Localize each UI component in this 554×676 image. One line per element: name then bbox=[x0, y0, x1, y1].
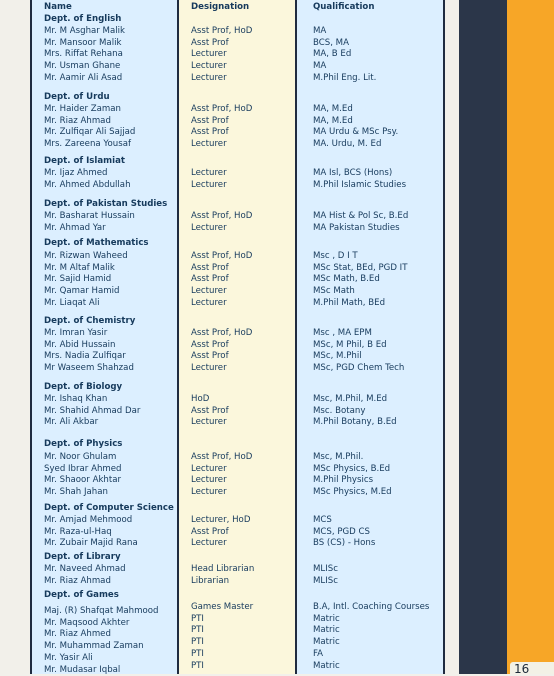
staff-name: Mr. Sajid Hamid bbox=[44, 274, 112, 285]
staff-name: Mr. Riaz Ahmad bbox=[44, 575, 111, 586]
staff-designation: Lecturer bbox=[191, 475, 227, 486]
staff-name: Mr. Aamir Ali Asad bbox=[44, 72, 123, 83]
staff-designation: PTI bbox=[191, 625, 204, 636]
staff-name: Mr. Yasir Ali bbox=[44, 652, 93, 663]
staff-qualification: MA Hist & Pol Sc, B.Ed bbox=[313, 211, 409, 221]
staff-name: Mr. Noor Ghulam bbox=[44, 452, 117, 462]
staff-qualification: M.Phil Islamic Studies bbox=[313, 179, 407, 190]
staff-designation: Asst Prof bbox=[191, 351, 229, 362]
staff-designation: Lecturer bbox=[191, 417, 227, 428]
staff-name: Mr. Liaqat Ali bbox=[44, 297, 100, 308]
header-designation: Designation bbox=[191, 2, 250, 12]
staff-designation: Asst Prof bbox=[191, 262, 229, 273]
staff-qualification: M.Phil Physics bbox=[313, 475, 374, 486]
staff-designation: Lecturer bbox=[191, 487, 227, 498]
staff-designation: Asst Prof bbox=[191, 127, 229, 138]
staff-designation: Lecturer bbox=[191, 222, 227, 233]
staff-name: Mr. Usman Ghane bbox=[44, 61, 121, 72]
staff-name: Mr. Ahmad Yar bbox=[44, 222, 106, 233]
staff-name: Mr. M Altaf Malik bbox=[44, 262, 115, 273]
staff-designation: Lecturer bbox=[191, 179, 227, 190]
staff-name: Mr. M Asghar Malik bbox=[44, 26, 125, 36]
department-title: Dept. of Biology bbox=[44, 382, 123, 392]
staff-name: Mrs. Nadia Zulfiqar bbox=[44, 351, 126, 362]
staff-qualification: Msc , MA EPM bbox=[313, 328, 372, 338]
staff-name: Mr. Ijaz Ahmed bbox=[44, 168, 108, 178]
staff-qualification: Msc. Botany bbox=[313, 405, 366, 416]
staff-designation: Lecturer bbox=[191, 297, 227, 308]
staff-designation: HoD bbox=[191, 394, 210, 404]
staff-designation: Librarian bbox=[191, 575, 230, 586]
staff-name: Mr. Naveed Ahmad bbox=[44, 564, 126, 574]
staff-qualification: MSc Math bbox=[313, 286, 355, 297]
staff-designation: Asst Prof, HoD bbox=[191, 26, 253, 36]
staff-qualification: MA. Urdu, M. Ed bbox=[313, 139, 382, 150]
staff-name: Mr. Muhammad Zaman bbox=[44, 641, 144, 652]
department-title: Dept. of Islamiat bbox=[44, 156, 125, 166]
navy-side-band bbox=[459, 0, 507, 674]
staff-qualification: Matric bbox=[313, 613, 340, 624]
staff-designation: Asst Prof bbox=[191, 274, 229, 285]
staff-name: Mr. Imran Yasir bbox=[44, 328, 108, 338]
department-title: Dept. of Mathematics bbox=[44, 238, 149, 248]
staff-qualification: MA Urdu & MSc Psy. bbox=[313, 127, 399, 138]
staff-qualification: MLISc bbox=[313, 575, 338, 586]
staff-qualification: MA bbox=[313, 61, 327, 72]
staff-designation: Lecturer bbox=[191, 538, 227, 549]
staff-name: Mr. Haider Zaman bbox=[44, 104, 121, 114]
staff-qualification: MCS bbox=[313, 515, 332, 525]
staff-name: Mr. Ishaq Khan bbox=[44, 394, 108, 404]
staff-designation: Lecturer, HoD bbox=[191, 515, 251, 525]
orange-side-band bbox=[507, 0, 554, 674]
staff-name: Mrs. Zareena Yousaf bbox=[44, 139, 131, 150]
staff-designation: Lecturer bbox=[191, 139, 227, 150]
staff-qualification: MSc, PGD Chem Tech bbox=[313, 363, 405, 374]
staff-designation: Lecturer bbox=[191, 463, 227, 474]
staff-qualification: BS (CS) - Hons bbox=[313, 538, 376, 549]
staff-name: Mr. Riaz Ahmed bbox=[44, 629, 111, 640]
staff-designation: Lecturer bbox=[191, 61, 227, 72]
staff-name: Mr. Amjad Mehmood bbox=[44, 515, 133, 525]
staff-name: Mr. Basharat Hussain bbox=[44, 211, 135, 221]
staff-qualification: Msc , D I T bbox=[313, 251, 358, 261]
staff-qualification: MA bbox=[313, 26, 327, 36]
staff-designation: PTI bbox=[191, 637, 204, 648]
staff-name: Mr. Raza-ul-Haq bbox=[44, 526, 112, 537]
staff-qualification: MSc Math, B.Ed bbox=[313, 274, 380, 285]
staff-qualification: MSc, M.Phil bbox=[313, 351, 362, 362]
staff-designation: Lecturer bbox=[191, 72, 227, 83]
department-title: Dept. of English bbox=[44, 14, 122, 24]
department-title: Dept. of Urdu bbox=[44, 92, 110, 102]
staff-name: Mr. Shah Jahan bbox=[44, 487, 108, 498]
staff-designation: PTI bbox=[191, 613, 204, 624]
staff-name: Mr. Mudasar Iqbal bbox=[44, 664, 121, 675]
staff-name: Mr. Riaz Ahmad bbox=[44, 115, 111, 126]
department-title: Dept. of Pakistan Studies bbox=[44, 199, 168, 209]
staff-name: Mr Waseem Shahzad bbox=[44, 363, 134, 374]
staff-designation: Asst Prof, HoD bbox=[191, 211, 253, 221]
department-title: Dept. of Library bbox=[44, 552, 121, 562]
staff-designation: Head Librarian bbox=[191, 564, 255, 574]
staff-qualification: Matric bbox=[313, 660, 340, 671]
staff-name: Mr. Rizwan Waheed bbox=[44, 251, 128, 261]
staff-qualification: MA Isl, BCS (Hons) bbox=[313, 168, 393, 178]
staff-qualification: MSc, M Phil, B Ed bbox=[313, 339, 387, 350]
staff-designation: Asst Prof bbox=[191, 37, 229, 48]
staff-qualification: MSc Physics, B.Ed bbox=[313, 463, 391, 474]
staff-name: Mr. Mansoor Malik bbox=[44, 37, 122, 48]
header-name: Name bbox=[44, 2, 72, 12]
staff-qualification: FA bbox=[313, 648, 324, 659]
staff-qualification: M.Phil Math, BEd bbox=[313, 297, 386, 308]
staff-designation: PTI bbox=[191, 660, 204, 671]
staff-designation: Asst Prof bbox=[191, 405, 229, 416]
staff-qualification: MA Pakistan Studies bbox=[313, 222, 400, 233]
staff-designation: Asst Prof, HoD bbox=[191, 104, 253, 114]
staff-qualification: MA, M.Ed bbox=[313, 104, 353, 114]
staff-name: Mr. Shaoor Akhtar bbox=[44, 475, 122, 486]
staff-name: Mr. Ahmed Abdullah bbox=[44, 179, 131, 190]
staff-designation: Lecturer bbox=[191, 168, 227, 178]
staff-name: Mr. Maqsood Akhter bbox=[44, 617, 130, 628]
staff-designation: Asst Prof, HoD bbox=[191, 251, 253, 261]
staff-designation: Lecturer bbox=[191, 363, 227, 374]
staff-designation: Games Master bbox=[191, 602, 254, 612]
staff-qualification: MA, M.Ed bbox=[313, 115, 353, 126]
department-title: Dept. of Physics bbox=[44, 439, 123, 449]
staff-designation: Lecturer bbox=[191, 286, 227, 297]
staff-qualification: MCS, PGD CS bbox=[313, 526, 370, 537]
header-qualification: Qualification bbox=[313, 2, 375, 12]
staff-name: Mr. Shahid Ahmad Dar bbox=[44, 405, 141, 416]
staff-name: Mrs. Riffat Rehana bbox=[44, 49, 123, 60]
staff-name: Syed Ibrar Ahmed bbox=[44, 463, 122, 474]
staff-designation: Lecturer bbox=[191, 49, 227, 60]
staff-name: Maj. (R) Shafqat Mahmood bbox=[44, 606, 159, 616]
staff-qualification: Msc, M.Phil. bbox=[313, 452, 364, 462]
staff-name: Mr. Abid Hussain bbox=[44, 339, 116, 350]
staff-qualification: Matric bbox=[313, 637, 340, 648]
staff-qualification: MLISc bbox=[313, 564, 338, 574]
staff-qualification: MA, B Ed bbox=[313, 49, 352, 60]
staff-qualification: Matric bbox=[313, 625, 340, 636]
staff-designation: Asst Prof bbox=[191, 339, 229, 350]
staff-name: Mr. Ali Akbar bbox=[44, 417, 99, 428]
staff-designation: PTI bbox=[191, 648, 204, 659]
staff-name: Mr. Qamar Hamid bbox=[44, 286, 120, 297]
staff-qualification: MSc Physics, M.Ed bbox=[313, 487, 392, 498]
staff-qualification: BCS, MA bbox=[313, 37, 349, 48]
staff-designation: Asst Prof, HoD bbox=[191, 328, 253, 338]
staff-qualification: Msc, M.Phil, M.Ed bbox=[313, 394, 388, 404]
staff-designation: Asst Prof bbox=[191, 526, 229, 537]
department-title: Dept. of Computer Science bbox=[44, 503, 174, 513]
staff-qualification: B.A, Intl. Coaching Courses bbox=[313, 602, 430, 612]
page-number: 16 bbox=[514, 662, 530, 676]
department-title: Dept. of Games bbox=[44, 590, 119, 600]
staff-qualification: MSc Stat, BEd, PGD IT bbox=[313, 262, 408, 273]
staff-designation: Asst Prof bbox=[191, 115, 229, 126]
department-title: Dept. of Chemistry bbox=[44, 316, 136, 326]
staff-name: Mr. Zubair Majid Rana bbox=[44, 538, 138, 549]
staff-qualification: M.Phil Eng. Lit. bbox=[313, 72, 377, 83]
staff-qualification: M.Phil Botany, B.Ed bbox=[313, 417, 397, 428]
staff-designation: Asst Prof, HoD bbox=[191, 452, 253, 462]
staff-name: Mr. Zulfiqar Ali Sajjad bbox=[44, 127, 136, 138]
